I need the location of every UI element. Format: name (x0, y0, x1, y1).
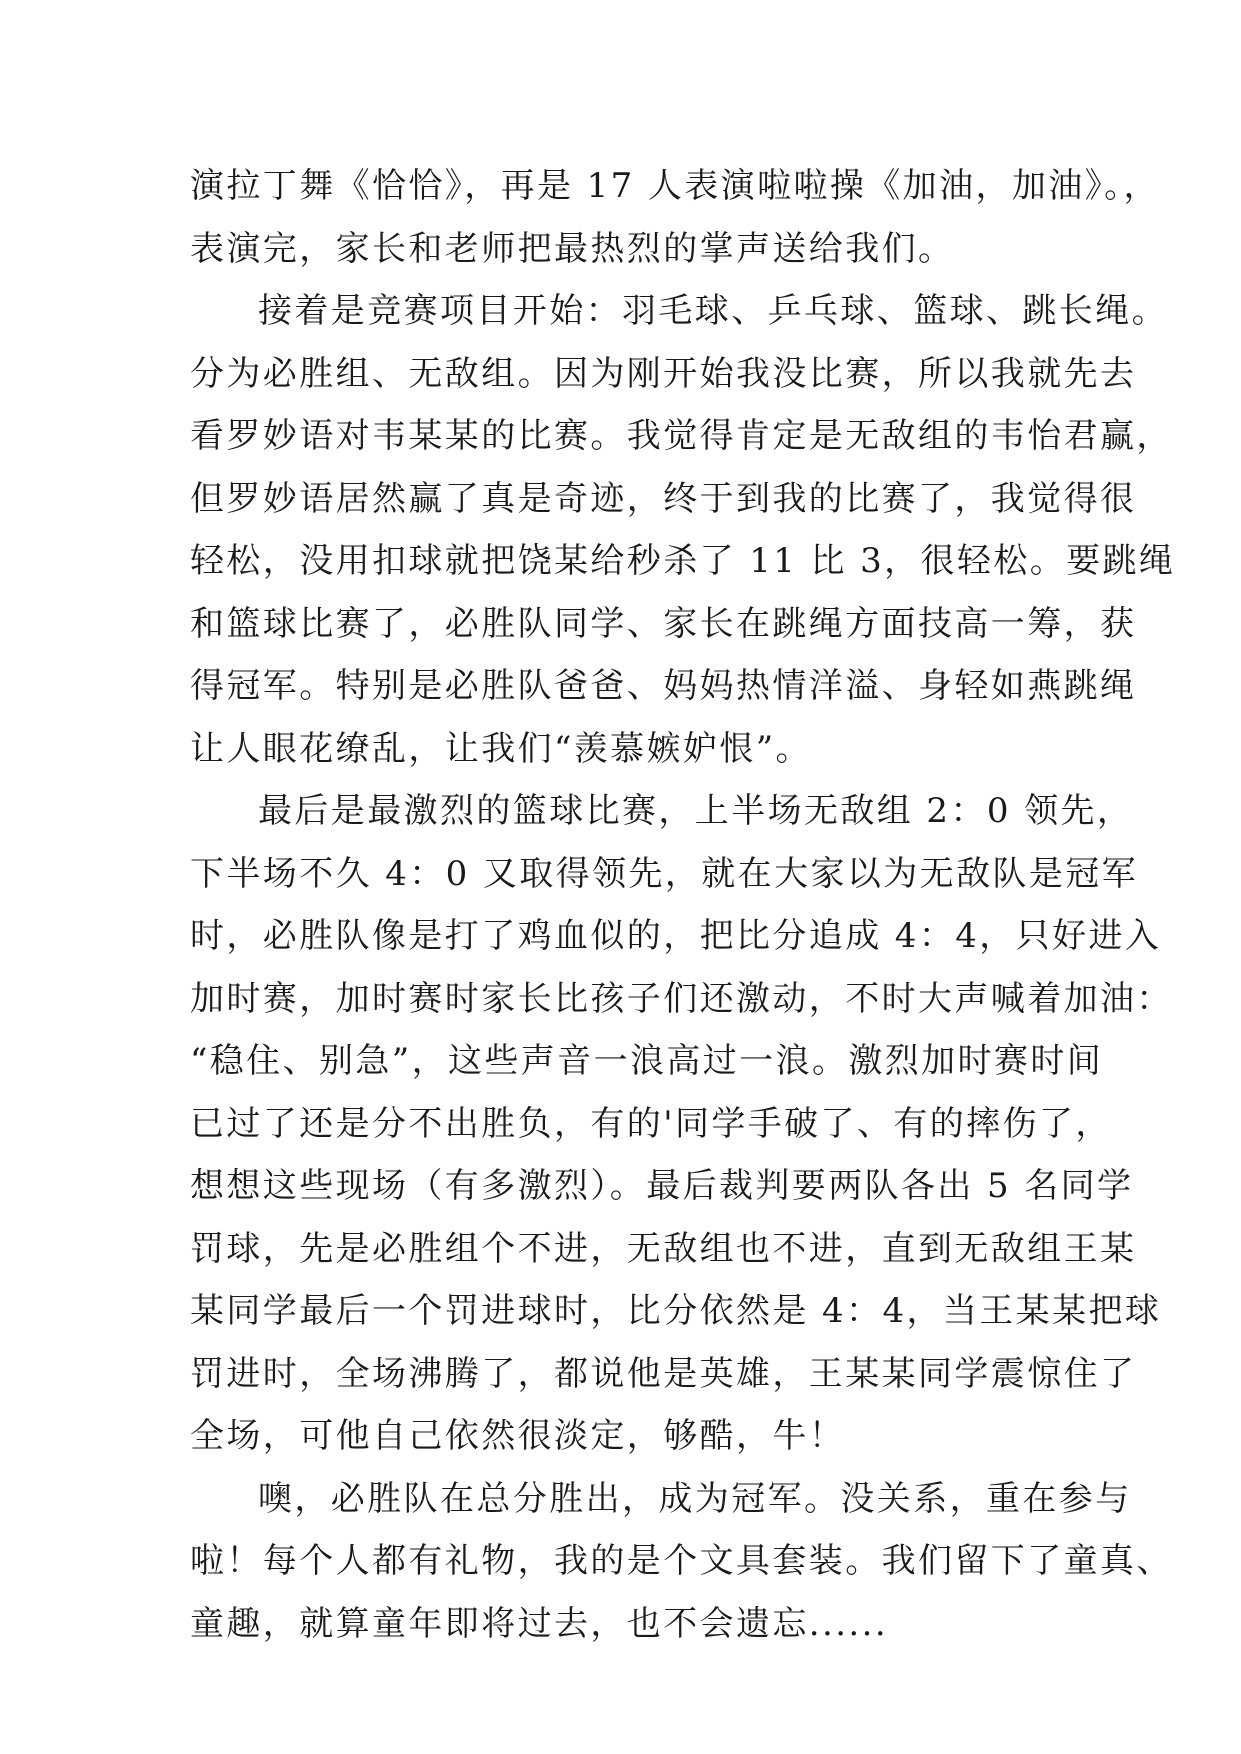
text-line: 下半场不久 4：0 又取得领先，就在大家以为无敌队是冠军 (190, 853, 1139, 894)
text-line: 罚球，先是必胜组个不进，无敌组也不进，直到无敌组王某 (190, 1228, 1137, 1269)
text-line: 最后是最激烈的篮球比赛，上半场无敌组 2：0 领先， (258, 791, 1134, 831)
text-line: “稳住、别急”，这些声音一浪高过一浪。激烈加时赛时间 (190, 1041, 1104, 1081)
text-line: 某同学最后一个罚进球时，比分依然是 4：4，当王某某把球 (190, 1291, 1162, 1331)
text-line: 演拉丁舞《恰恰》，再是 17 人表演啦啦操《加油，加油》。， (190, 166, 1160, 206)
text-line: 接着是竞赛项目开始：羽毛球、乒乓球、篮球、跳长绳。 (258, 291, 1168, 331)
text-line: 想想这些现场（有多激烈）。最后裁判要两队各出 5 名同学 (190, 1166, 1134, 1206)
text-line: 表演完，家长和老师把最热烈的掌声送给我们。 (190, 228, 955, 269)
text-line: 看罗妙语对韦某某的比赛。我觉得肯定是无敌组的韦怡君赢， (190, 416, 1173, 456)
text-line: 噢，必胜队在总分胜出，成为冠军。没关系，重在参与 (258, 1478, 1132, 1519)
text-line: 全场，可他自己依然很淡定，够酷，牛！ (190, 1416, 846, 1456)
text-line: 童趣，就算童年即将过去，也不会遗忘...... (190, 1603, 889, 1644)
essay-body (190, 155, 1176, 1655)
text-line: 得冠军。特别是必胜队爸爸、妈妈热情洋溢、身轻如燕跳绳 (190, 666, 1137, 706)
text-line: 加时赛，加时赛时家长比孩子们还激动，不时大声喊着加油： (190, 978, 1173, 1019)
text-line: 分为必胜组、无敌组。因为刚开始我没比赛，所以我就先去 (190, 353, 1137, 394)
text-line: 已过了还是分不出胜负，有的'同学手破了、有的摔伤了， (190, 1103, 1112, 1144)
text-line: 但罗妙语居然赢了真是奇迹，终于到我的比赛了，我觉得很 (190, 478, 1137, 519)
text-line: 啦！每个人都有礼物，我的是个文具套装。我们留下了童真、 (190, 1541, 1173, 1581)
text-line: 罚进时，全场沸腾了，都说他是英雄，王某某同学震惊住了 (190, 1353, 1137, 1394)
text-line: 让人眼花缭乱，让我们“羡慕嫉妒恨”。 (190, 728, 812, 769)
text-line: 轻松，没用扣球就把饶某给秒杀了 11 比 3，很轻松。要跳绳 (190, 541, 1176, 581)
text-line: 和篮球比赛了，必胜队同学、家长在跳绳方面技高一筹，获 (190, 603, 1137, 644)
text-line: 时，必胜队像是打了鸡血似的，把比分追成 4：4，只好进入 (190, 916, 1162, 956)
